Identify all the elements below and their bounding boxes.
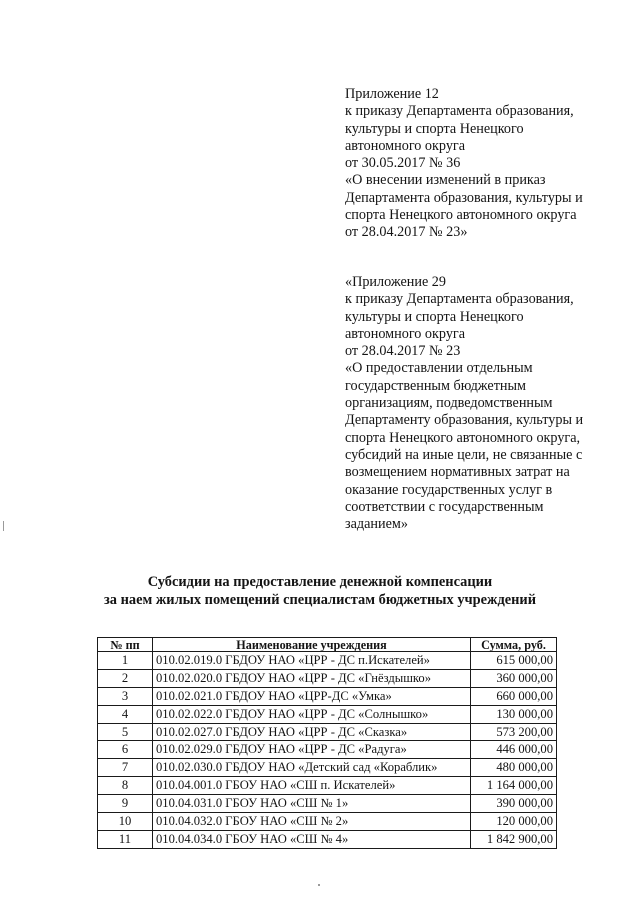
- scan-dot-mark: [318, 884, 320, 886]
- appendix-12-line: автономного округа: [345, 137, 466, 154]
- row-sum: 480 000,00: [471, 759, 557, 777]
- table-row: [98, 759, 557, 777]
- row-name: 010.02.022.0 ГБДОУ НАО «ЦРР - ДС «Солнышко»: [153, 705, 471, 723]
- row-num: 6: [98, 741, 153, 759]
- appendix-12-line: Департамента образования, культуры и: [345, 189, 583, 206]
- appendix-29-line: культуры и спорта Ненецкого: [345, 308, 524, 325]
- row-name: 010.04.032.0 ГБОУ НАО «СШ № 2»: [153, 813, 471, 831]
- row-sum: 120 000,00: [471, 813, 557, 831]
- row-name: 010.02.019.0 ГБДОУ НАО «ЦРР - ДС п.Искателей»: [153, 652, 471, 670]
- row-num: 5: [98, 723, 153, 741]
- row-num: 9: [98, 795, 153, 813]
- row-num: 4: [98, 705, 153, 723]
- table-row: [98, 687, 557, 705]
- appendix-29-line: организациям, подведомственным: [345, 395, 553, 412]
- row-sum: 1 842 900,00: [471, 830, 557, 848]
- row-sum: 130 000,00: [471, 705, 557, 723]
- row-name: 010.02.030.0 ГБДОУ НАО «Детский сад «Кораблик»: [153, 759, 471, 777]
- table-row: [98, 669, 557, 687]
- table-row: [98, 723, 557, 741]
- appendix-29-line: к приказу Департамента образования,: [345, 291, 574, 308]
- header-num: № пп: [98, 638, 153, 652]
- appendix-29-line: Департаменту образования, культуры и: [345, 412, 584, 429]
- appendix-29-header: [345, 274, 583, 533]
- row-sum: 1 164 000,00: [471, 777, 557, 795]
- appendix-29-line: государственным бюджетным: [345, 377, 527, 394]
- appendix-29-line: от 28.04.2017 № 23: [345, 343, 461, 360]
- table-row: [98, 652, 557, 670]
- row-num: 7: [98, 759, 153, 777]
- appendix-29-line: оказание государственных услуг в: [345, 481, 553, 498]
- header-sum: Сумма, руб.: [471, 638, 557, 652]
- appendix-12-line: культуры и спорта Ненецкого: [345, 120, 524, 137]
- appendix-29-line: заданием»: [345, 516, 408, 533]
- table-row: [98, 705, 557, 723]
- row-sum: 660 000,00: [471, 687, 557, 705]
- row-name: 010.02.029.0 ГБДОУ НАО «ЦРР - ДС «Радуга»: [153, 741, 471, 759]
- table-header-row: [98, 638, 557, 652]
- appendix-29-line: автономного округа: [345, 325, 466, 342]
- row-name: 010.02.020.0 ГБДОУ НАО «ЦРР - ДС «Гнёздышко»: [153, 669, 471, 687]
- row-sum: 615 000,00: [471, 652, 557, 670]
- row-name: 010.02.027.0 ГБДОУ НАО «ЦРР - ДС «Сказка»: [153, 723, 471, 741]
- row-name: 010.04.001.0 ГБОУ НАО «СШ п. Искателей»: [153, 777, 471, 795]
- table-row: [98, 777, 557, 795]
- row-num: 3: [98, 687, 153, 705]
- header-name: Наименование учреждения: [153, 638, 471, 652]
- appendix-12-line: к приказу Департамента образования,: [345, 103, 574, 120]
- appendix-12-line: от 28.04.2017 № 23»: [345, 224, 468, 241]
- row-num: 1: [98, 652, 153, 670]
- row-sum: 573 200,00: [471, 723, 557, 741]
- row-sum: 360 000,00: [471, 669, 557, 687]
- document-title-line-2: за наем жилых помещений специалистам бюджетных учреждений: [104, 591, 536, 608]
- row-name: 010.04.031.0 ГБОУ НАО «СШ № 1»: [153, 795, 471, 813]
- row-sum: 446 000,00: [471, 741, 557, 759]
- row-num: 2: [98, 669, 153, 687]
- row-num: 10: [98, 813, 153, 831]
- appendix-29-line: «Приложение 29: [345, 274, 446, 290]
- appendix-12-line: спорта Ненецкого автономного округа: [345, 207, 577, 224]
- table-row: [98, 741, 557, 759]
- appendix-12-header: [345, 86, 583, 242]
- appendix-12-line: от 30.05.2017 № 36: [345, 155, 461, 172]
- table-row: [98, 830, 557, 848]
- subsidies-table: [97, 637, 557, 849]
- appendix-29-line: возмещением нормативных затрат на: [345, 464, 570, 481]
- table-row: [98, 813, 557, 831]
- row-sum: 390 000,00: [471, 795, 557, 813]
- appendix-29-line: «О предоставлении отдельным: [345, 360, 533, 377]
- table-row: [98, 795, 557, 813]
- appendix-12-line: Приложение 12: [345, 86, 439, 102]
- appendix-29-line: спорта Ненецкого автономного округа,: [345, 429, 581, 446]
- document-title-line-1: Субсидии на предоставление денежной компенсации: [147, 574, 493, 590]
- document-title: [0, 574, 640, 609]
- scan-margin-mark: [3, 521, 4, 531]
- appendix-29-line: субсидий на иные цели, не связанные с: [345, 446, 583, 463]
- row-num: 11: [98, 830, 153, 848]
- appendix-12-line: «О внесении изменений в приказ: [345, 172, 546, 189]
- row-name: 010.04.034.0 ГБОУ НАО «СШ № 4»: [153, 830, 471, 848]
- row-num: 8: [98, 777, 153, 795]
- row-name: 010.02.021.0 ГБДОУ НАО «ЦРР-ДС «Умка»: [153, 687, 471, 705]
- appendix-29-line: соответствии с государственным: [345, 498, 544, 515]
